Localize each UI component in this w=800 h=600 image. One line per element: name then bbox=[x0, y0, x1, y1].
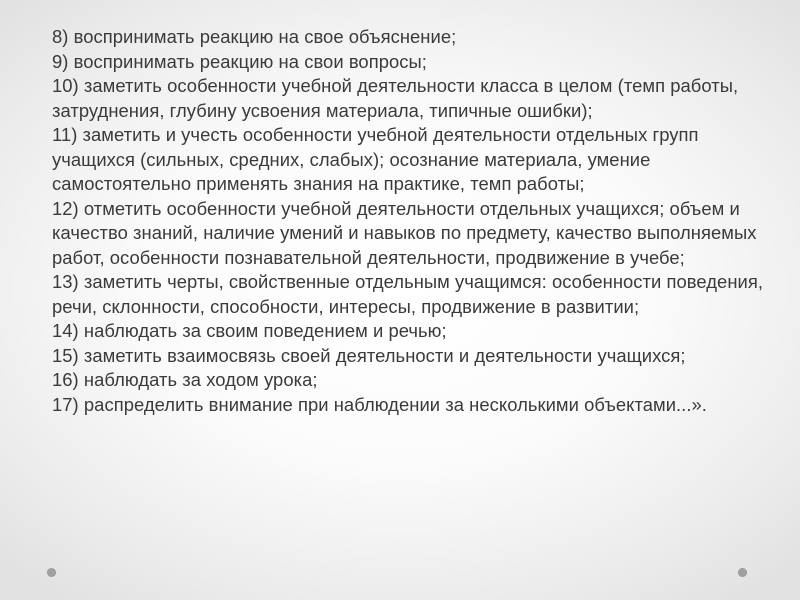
list-item: 9) воспринимать реакцию на свои вопросы; bbox=[52, 50, 427, 72]
list-item: 15) заметить взаимосвязь своей деятельности и деятельности учащихся; bbox=[52, 344, 686, 366]
decorative-dot-right bbox=[738, 568, 747, 577]
list-item: 11) заметить и учесть особенности учебной деятельности отдельных групп учащихся (сильных, средних, слабых); осознание материала, умение самостоятельно применять знания на практике, темп работы; bbox=[52, 124, 699, 194]
decorative-dot-left bbox=[47, 568, 56, 577]
slide-text-list bbox=[52, 25, 772, 417]
list-item: 12) отметить особенности учебной деятельности отдельных учащихся; объем и качество знаний, наличие умений и навыков по предмету, качество выполняемых работ, особенности познавательной деятельности, продвижение в учебе; bbox=[52, 197, 757, 268]
list-item: 17) распределить внимание при наблюдении за несколькими объектами...». bbox=[52, 393, 707, 415]
list-item: 10) заметить особенности учебной деятельности класса в целом (темп работы, затруднения, глубину усвоения материала, типичные ошибки); bbox=[52, 75, 739, 121]
list-item: 8) воспринимать реакцию на свое объяснение; bbox=[52, 26, 457, 47]
list-item: 16) наблюдать за ходом урока; bbox=[52, 369, 318, 390]
list-item: 13) заметить черты, свойственные отдельным учащимся: особенности поведения, речи, склонности, способности, интересы, продвижение в развитии; bbox=[52, 271, 764, 317]
list-item: 14) наблюдать за своим поведением и речью; bbox=[52, 320, 447, 341]
